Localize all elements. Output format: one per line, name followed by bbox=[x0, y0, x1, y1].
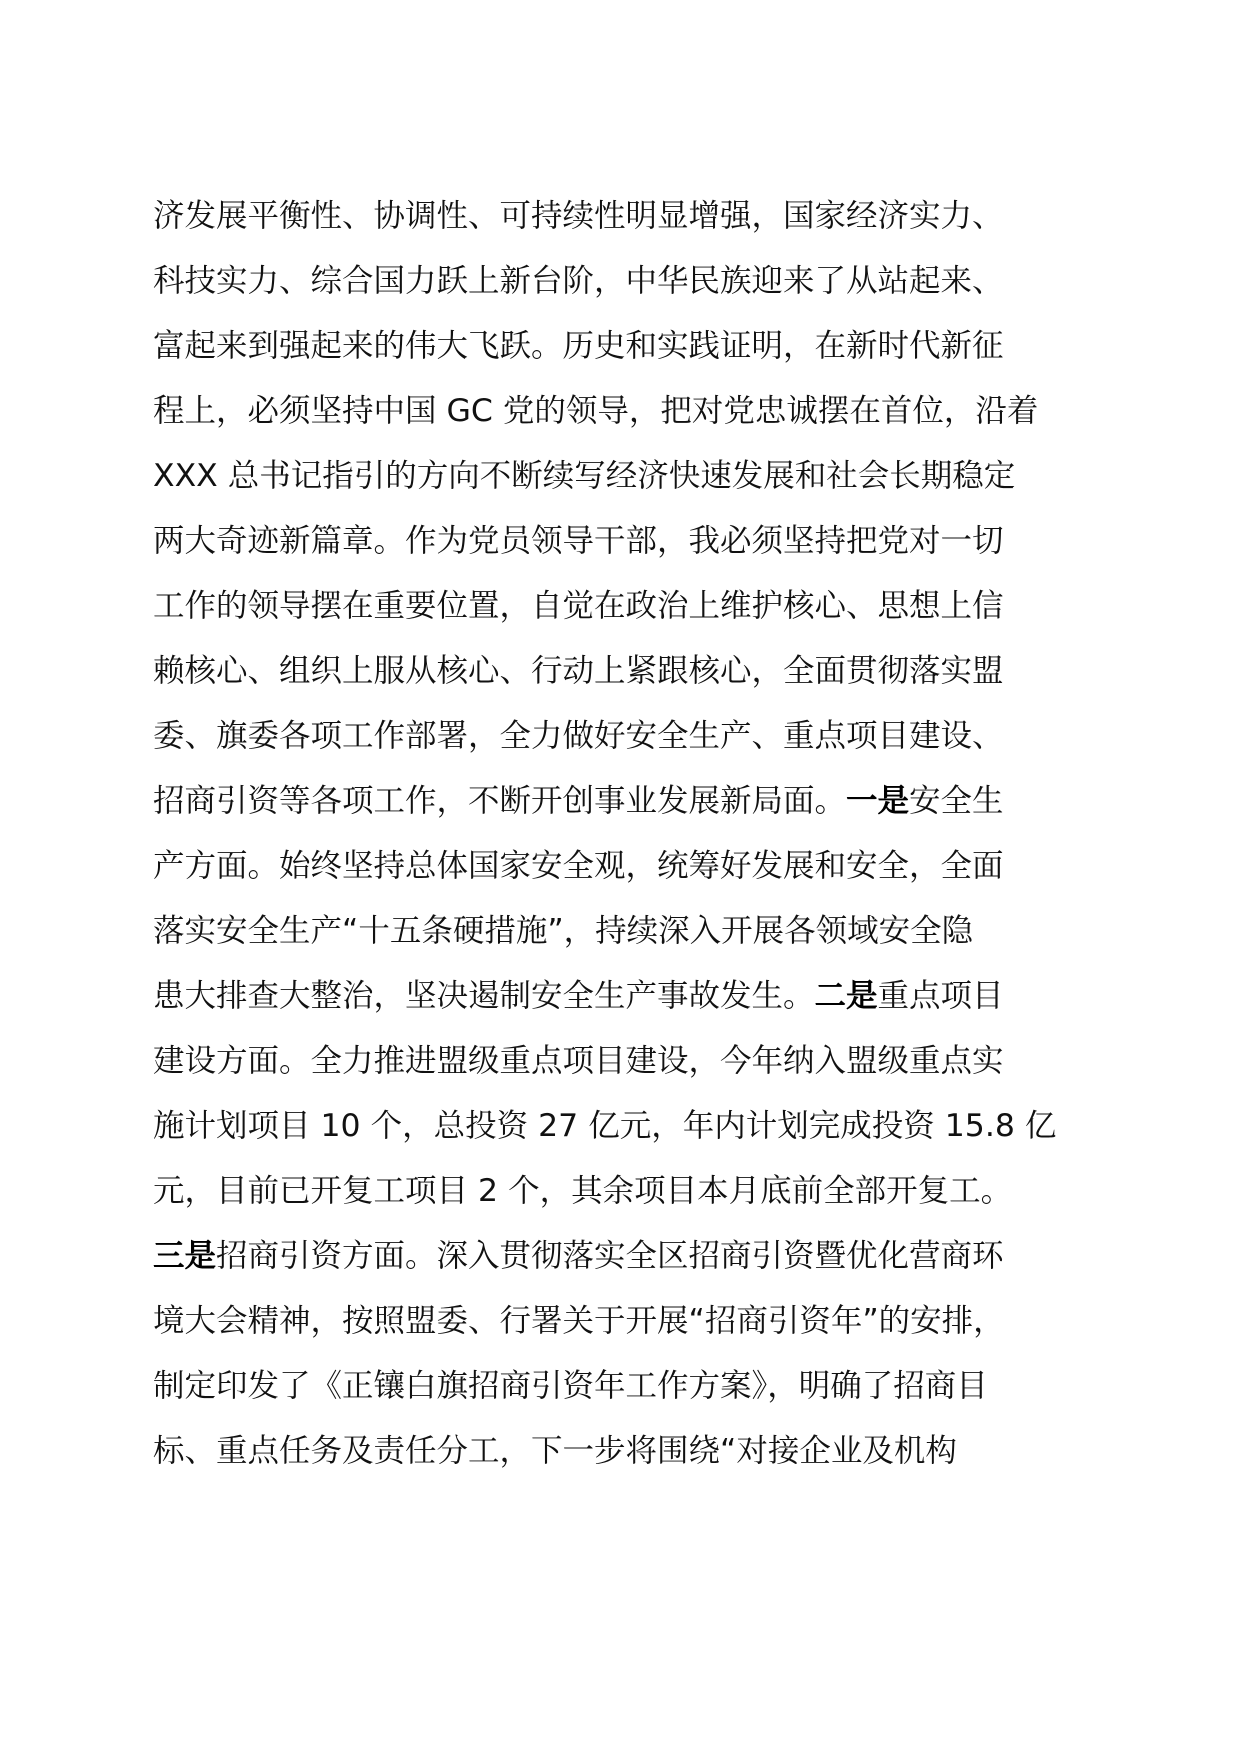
text-segment: 招商引资等各项工作，不断开创事业发展新局面。 bbox=[153, 783, 847, 819]
text-line bbox=[153, 1289, 1113, 1354]
text-line bbox=[153, 769, 1113, 834]
text-line bbox=[153, 964, 1113, 1029]
text-line bbox=[153, 314, 1113, 379]
text-line bbox=[153, 184, 1113, 249]
text-line bbox=[153, 1419, 1113, 1484]
text-segment: 建设方面。全力推进盟级重点项目建设，今年纳入盟级重点实 bbox=[153, 1043, 1004, 1079]
text-segment: 工作的领导摆在重要位置，自觉在政治上维护核心、思想上信 bbox=[153, 588, 1004, 624]
text-line bbox=[153, 704, 1113, 769]
text-segment: 科技实力、综合国力跃上新台阶，中华民族迎来了从站起来、 bbox=[153, 263, 1004, 299]
text-line bbox=[153, 444, 1113, 509]
text-segment: 患大排查大整治，坚决遏制安全生产事故发生。 bbox=[153, 978, 815, 1014]
text-line bbox=[153, 639, 1113, 704]
bold-heading-marker: 一是 bbox=[846, 783, 910, 819]
body-paragraph bbox=[153, 184, 1113, 1484]
text-segment: 落实安全生产“十五条硬措施”，持续深入开展各领域安全隐 bbox=[153, 913, 974, 949]
text-segment: 标、重点任务及责任分工，下一步将围绕“对接企业及机构 bbox=[153, 1433, 957, 1469]
text-segment: 委、旗委各项工作部署，全力做好安全生产、重点项目建设、 bbox=[153, 718, 1004, 754]
text-line bbox=[153, 1029, 1113, 1094]
text-segment: 济发展平衡性、协调性、可持续性明显增强，国家经济实力、 bbox=[153, 198, 1004, 234]
text-segment: 安全生 bbox=[909, 783, 1004, 819]
text-line bbox=[153, 834, 1113, 899]
text-segment: 境大会精神，按照盟委、行署关于开展“招商引资年”的安排， bbox=[153, 1303, 1005, 1339]
text-segment: 元，目前已开复工项目 2 个，其余项目本月底前全部开复工。 bbox=[153, 1173, 1013, 1209]
text-line bbox=[153, 249, 1113, 314]
bold-heading-marker: 二是 bbox=[814, 978, 878, 1014]
text-line bbox=[153, 899, 1113, 964]
text-line bbox=[153, 1354, 1113, 1419]
text-segment: 产方面。始终坚持总体国家安全观，统筹好发展和安全，全面 bbox=[153, 848, 1004, 884]
text-segment: 赖核心、组织上服从核心、行动上紧跟核心，全面贯彻落实盟 bbox=[153, 653, 1004, 689]
text-segment: 招商引资方面。深入贯彻落实全区招商引资暨优化营商环 bbox=[216, 1238, 1004, 1274]
text-segment: 两大奇迹新篇章。作为党员领导干部，我必须坚持把党对一切 bbox=[153, 523, 1004, 559]
text-line bbox=[153, 1159, 1113, 1224]
text-segment: 制定印发了《正镶白旗招商引资年工作方案》，明确了招商目 bbox=[153, 1368, 988, 1404]
text-segment: 施计划项目 10 个，总投资 27 亿元，年内计划完成投资 15.8 亿 bbox=[153, 1108, 1057, 1144]
text-segment: 重点项目 bbox=[877, 978, 1004, 1014]
text-segment: 富起来到强起来的伟大飞跃。历史和实践证明，在新时代新征 bbox=[153, 328, 1004, 364]
text-line bbox=[153, 509, 1113, 574]
text-segment: XXX 总书记指引的方向不断续写经济快速发展和社会长期稳定 bbox=[153, 458, 1016, 494]
text-line bbox=[153, 1224, 1113, 1289]
text-line bbox=[153, 1094, 1113, 1159]
text-segment: 程上，必须坚持中国 GC 党的领导，把对党忠诚摆在首位，沿着 bbox=[153, 393, 1039, 429]
text-line bbox=[153, 379, 1113, 444]
bold-heading-marker: 三是 bbox=[153, 1238, 217, 1274]
text-line bbox=[153, 574, 1113, 639]
